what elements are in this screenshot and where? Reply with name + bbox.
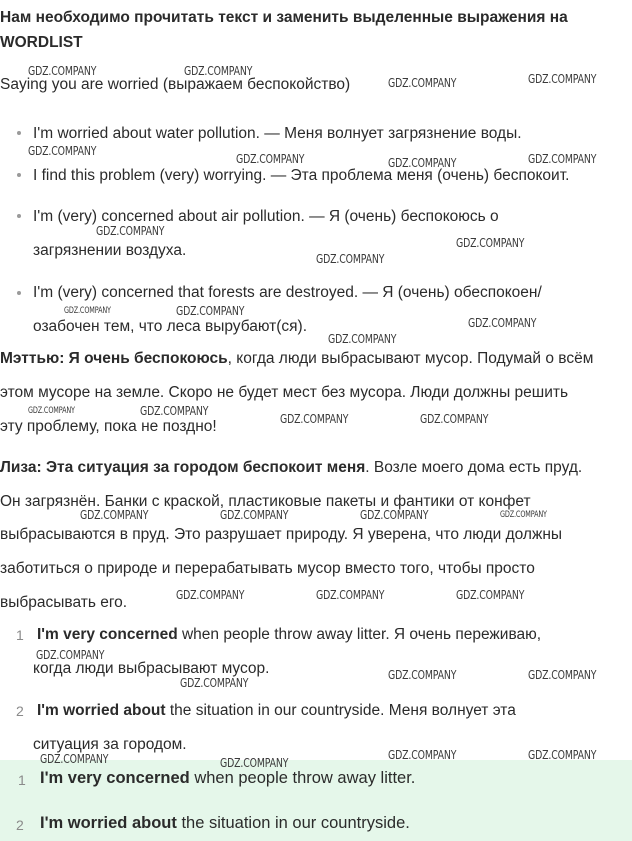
list-item-cont: озабочен тем, что леса вырубают(ся). [33, 318, 308, 335]
item-number: 1 [16, 627, 24, 643]
watermark: GDZ.COMPANY [388, 76, 457, 90]
watermark: GDZ.COMPANY [28, 144, 97, 158]
lisa-line: выбрасываются в пруд. Это разрушает природу. Я уверена, что люди должны [0, 526, 563, 543]
task-instruction: Нам необходимо прочитать текст и заменить выделенные выражения на [0, 9, 568, 26]
answer-highlight: I'm worried about [40, 814, 177, 832]
answer-number: 1 [18, 772, 26, 788]
bullet-icon [17, 291, 21, 295]
watermark: GDZ.COMPANY [388, 748, 457, 762]
bullet-icon [17, 131, 21, 135]
watermark: GDZ.COMPANY [420, 412, 489, 426]
watermark: GDZ.COMPANY [528, 668, 597, 682]
watermark: GDZ.COMPANY [528, 748, 597, 762]
lisa-line: Он загрязнён. Банки с краской, пластиковые пакеты и фантики от конфет [0, 493, 531, 510]
lisa-line: выбрасывать его. [0, 594, 128, 611]
item-number: 2 [16, 703, 24, 719]
phrase-translation: ситуация за городом. [33, 736, 187, 753]
watermark: GDZ.COMPANY [220, 756, 289, 770]
matthew-highlight: Мэттью: Я очень беспокоюсь [0, 350, 228, 367]
watermark: GDZ.COMPANY [468, 316, 537, 330]
watermark: GDZ.COMPANY [140, 404, 209, 418]
list-item-cont: загрязнении воздуха. [33, 242, 187, 259]
list-item: I'm worried about water pollution. — Меня волнует загрязнение воды. [33, 125, 522, 142]
watermark: GDZ.COMPANY [316, 252, 385, 266]
watermark: GDZ.COMPANY [40, 752, 109, 766]
matthew-text: , когда люди выбрасывают мусор. Подумай о всём [227, 350, 594, 367]
answer-number: 2 [16, 817, 24, 833]
task-wordlist-label: WORDLIST [0, 34, 83, 51]
watermark: GDZ.COMPANY [184, 64, 253, 78]
lisa-line: заботиться о природе и перерабатывать мусор вместо того, чтобы просто [0, 560, 535, 577]
watermark: GDZ.COMPANY [236, 152, 305, 166]
phrase-text: the situation in our countryside. Меня волнует эта [165, 702, 516, 719]
watermark: GDZ.COMPANY [388, 668, 457, 682]
watermark: GDZ.COMPANY [36, 648, 105, 662]
watermark: GDZ.COMPANY [360, 508, 429, 522]
watermark: GDZ.COMPANY [388, 156, 457, 170]
watermark: GDZ.COMPANY [456, 588, 525, 602]
list-item: I'm (very) concerned about air pollution. — Я (очень) беспокоюсь о [33, 208, 499, 225]
watermark: GDZ.COMPANY [176, 304, 245, 318]
answer-highlight: I'm very concerned [40, 769, 190, 787]
watermark: GDZ.COMPANY [176, 588, 245, 602]
watermark: GDZ.COMPANY [28, 406, 75, 416]
watermark: GDZ.COMPANY [456, 236, 525, 250]
watermark: GDZ.COMPANY [80, 508, 149, 522]
answer-text: the situation in our countryside. [176, 814, 410, 832]
watermark: GDZ.COMPANY [96, 224, 165, 238]
matthew-line: эту проблему, пока не поздно! [0, 418, 217, 435]
watermark: GDZ.COMPANY [316, 588, 385, 602]
bullet-icon [17, 214, 21, 218]
watermark: GDZ.COMPANY [64, 306, 111, 316]
lisa-highlight: Лиза: Эта ситуация за городом беспокоит меня [0, 459, 366, 476]
answer-panel [0, 760, 632, 841]
phrase-highlight: I'm worried about [37, 702, 166, 719]
list-item: I find this problem (very) worrying. — Эта проблема меня (очень) беспокоит. [33, 167, 570, 184]
phrase-text: when people throw away litter. Я очень переживаю, [177, 626, 542, 643]
watermark: GDZ.COMPANY [528, 72, 597, 86]
phrase-highlight: I'm very concerned [37, 626, 178, 643]
watermark: GDZ.COMPANY [328, 332, 397, 346]
watermark: GDZ.COMPANY [220, 508, 289, 522]
lisa-text: . Возле моего дома есть пруд. [365, 459, 583, 476]
watermark: GDZ.COMPANY [528, 152, 597, 166]
watermark: GDZ.COMPANY [500, 510, 547, 520]
phrase-translation: когда люди выбрасывают мусор. [33, 660, 270, 677]
bullet-icon [17, 173, 21, 177]
list-item: I'm (very) concerned that forests are destroyed. — Я (очень) обеспокоен/ [33, 284, 542, 301]
matthew-line: этом мусоре на земле. Скоро не будет мест без мусора. Люди должны решить [0, 384, 569, 401]
watermark: GDZ.COMPANY [180, 676, 249, 690]
watermark: GDZ.COMPANY [28, 64, 97, 78]
wordlist-intro: Saying you are worried (выражаем беспокойство) [0, 76, 351, 93]
watermark: GDZ.COMPANY [280, 412, 349, 426]
answer-text: when people throw away litter. [189, 769, 416, 787]
